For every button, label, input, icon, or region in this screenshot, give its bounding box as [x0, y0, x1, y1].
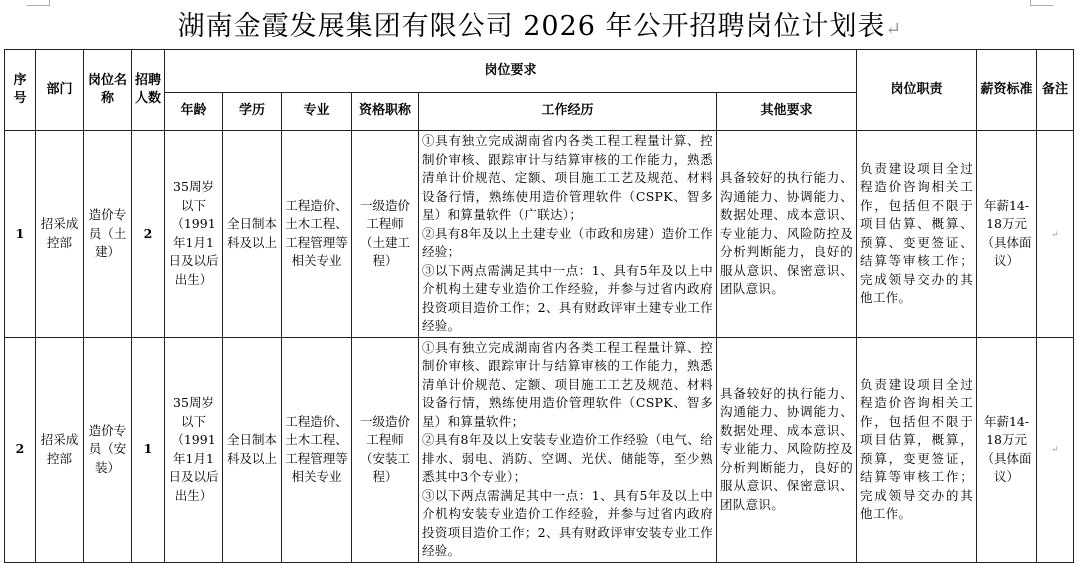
table-row	[5, 131, 1074, 338]
cell-qualification: 一级造价工程师（土建工程）	[352, 131, 419, 338]
cell-major: 工程造价、土木工程、工程管理等相关专业	[282, 337, 352, 562]
work-experience-item: ①具有独立完成湖南省内各类工程工程量计算、控制价审核、跟踪审计与结算审核的工作能力，熟悉清单计价规范、定额、项目施工工艺及规范、材料设备行情，熟练使用造价管理软件（CSPK、智多星）和算量软件；	[422, 339, 713, 429]
cell-department: 招采成控部	[36, 131, 84, 338]
header-department: 部门	[36, 50, 84, 131]
header-remarks: 备注	[1037, 50, 1074, 131]
cell-seq: 2	[5, 337, 36, 562]
cell-remarks	[1037, 337, 1074, 562]
cell-age: 35周岁以下（1991年1月1日及以后出生）	[165, 337, 223, 562]
cell-salary: 年薪14-18万元（具体面议）	[977, 131, 1037, 338]
header-headcount: 招聘人数	[132, 50, 165, 131]
cell-salary: 年薪14-18万元（具体面议）	[977, 337, 1037, 562]
paragraph-mark-icon: ↵	[885, 18, 903, 40]
work-experience-item: ③以下两点需满足其中一点：1、具有5年及以上中介机构土建专业造价工作经验，并参与过省内政府投资项目造价工作；2、具有财政评审土建专业工作经验。	[422, 262, 713, 333]
header-major: 专业	[282, 93, 352, 131]
cell-duties: 负责建设项目全过程造价咨询相关工作，包括但不限于项目估算、概算、预算、变更签证、结算等审核工作；完成领导交办的其他工作。	[857, 131, 977, 338]
cell-work-experience	[419, 131, 717, 338]
header-seq: 序号	[5, 50, 36, 131]
work-experience-item: ③以下两点需满足其中一点：1、具有5年及以上中介机构安装专业造价工作经验，并参与过省内政府投资项目造价工作；2、具有财政评审安装专业工作经验。	[422, 487, 713, 558]
header-duties: 岗位职责	[857, 50, 977, 131]
recruitment-plan-table	[4, 49, 1074, 563]
header-education: 学历	[223, 93, 282, 131]
header-qualification: 资格职称	[352, 93, 419, 131]
cell-position-name: 造价专员（安装）	[84, 337, 132, 562]
document-title	[0, 4, 1080, 43]
work-experience-item: ①具有独立完成湖南省内各类工程工程量计算、控制价审核、跟踪审计与结算审核的工作能力，熟悉清单计价规范、定额、项目施工工艺及规范、材料设备行情，熟练使用造价管理软件（CSPK、智多星）和算量软件（广联达）；	[422, 133, 713, 222]
cell-duties: 负责建设项目全过程造价咨询相关工作，包括但不限于项目估算，概算，预算，变更签证，结算等审核工作；完成领导交办的其他工作。	[857, 337, 977, 562]
header-requirements-group: 岗位要求	[165, 50, 857, 93]
cell-other-requirements: 具备较好的执行能力、沟通能力、协调能力、数据处理、成本意识、专业能力、风险防控及分析判断能力，良好的服从意识、保密意识、团队意识。	[717, 131, 857, 338]
paragraph-mark-icon: ↵	[1051, 229, 1059, 240]
cell-work-experience	[419, 337, 717, 562]
cell-qualification: 一级造价工程师（安装工程）	[352, 337, 419, 562]
header-other-requirements: 其他要求	[717, 93, 857, 131]
header-age: 年龄	[165, 93, 223, 131]
paragraph-mark-icon: ↵	[1051, 445, 1059, 456]
table-row	[5, 337, 1074, 562]
cell-age: 35周岁以下（1991年1月1日及以后出生）	[165, 131, 223, 338]
cell-major: 工程造价、土木工程、工程管理等相关专业	[282, 131, 352, 338]
cell-education: 全日制本科及以上	[223, 131, 282, 338]
header-salary: 薪资标准	[977, 50, 1037, 131]
work-experience-item: ②具有8年及以上土建专业（市政和房建）造价工作经验；	[422, 225, 713, 259]
cell-position-name: 造价专员（土建）	[84, 131, 132, 338]
header-work-experience: 工作经历	[419, 93, 717, 131]
work-experience-item: ②具有8年及以上安装专业造价工作经验（电气、给排水、弱电、消防、空调、光伏、储能等，至少熟悉其中3个专业）；	[422, 432, 713, 484]
cell-seq: 1	[5, 131, 36, 338]
cell-department: 招采成控部	[36, 337, 84, 562]
header-position-name: 岗位名称	[84, 50, 132, 131]
cell-headcount: 1	[132, 337, 165, 562]
cell-other-requirements: 具备较好的执行能力、沟通能力、协调能力、数据处理、成本意识、专业能力、风险防控及分析判断能力，良好的服从意识、保密意识、团队意识。	[717, 337, 857, 562]
cell-headcount: 2	[132, 131, 165, 338]
cell-remarks	[1037, 131, 1074, 338]
cell-education: 全日制本科及以上	[223, 337, 282, 562]
title-text: 湖南金霞发展集团有限公司 2026 年公开招聘岗位计划表	[177, 11, 886, 42]
